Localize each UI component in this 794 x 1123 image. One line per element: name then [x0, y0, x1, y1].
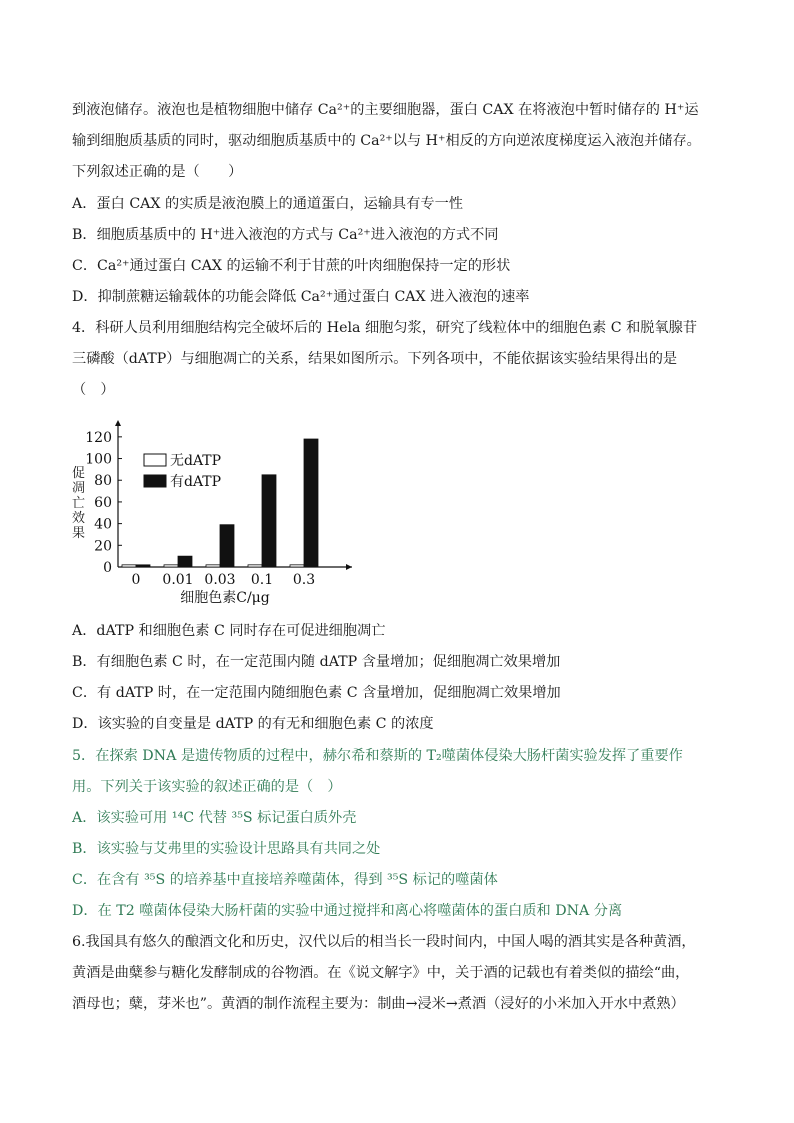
y-tick-label: 60: [94, 494, 112, 511]
y-tick-label: 120: [85, 429, 112, 446]
bar-chart: [70, 418, 370, 608]
x-tick-label: 0.1: [250, 572, 274, 588]
option-a: A．该实验可用 ¹⁴C 代替 ³⁵S 标记蛋白质外壳: [72, 810, 357, 826]
bar-no-datp: [248, 565, 262, 567]
y-tick-label: 0: [103, 560, 112, 576]
option-b: B．有细胞色素 C 时，在一定范围内随 dATP 含量增加；促细胞凋亡效果增加: [72, 654, 561, 670]
x-tick-label: 0.01: [162, 572, 194, 588]
question-stem: 5．在探索 DNA 是遗传物质的过程中，赫尔希和蔡斯的 T₂噬菌体侵染大肠杆菌实验发挥了重要作: [72, 748, 683, 764]
x-axis-arrow: [346, 564, 352, 570]
legend-swatch: [144, 454, 166, 466]
bar-with-datp: [178, 556, 192, 567]
question-stem: 6.我国具有悠久的酿酒文化和历史，汉代以后的相当长一段时间内，中国人喝的酒其实是各种黄酒，: [72, 934, 696, 950]
y-axis-arrow: [115, 420, 121, 426]
question-stem: 4．科研人员利用细胞结构完全破坏后的 Hela 细胞匀浆，研究了线粒体中的细胞色素 C 和脱氧腺苷: [72, 320, 698, 336]
option-d: D．在 T2 噬菌体侵染大肠杆菌的实验中通过搅拌和离心将噬菌体的蛋白质和 DNA 分离: [72, 903, 623, 919]
bar-no-datp: [290, 565, 304, 567]
x-axis-label: 细胞色素C/μg: [180, 590, 270, 606]
x-tick-label: 0: [131, 572, 141, 588]
question-stem: 黄酒是曲糵参与糖化发酵制成的谷物酒。在《说文解字》中，关于酒的记载也有着类似的描绘“曲，: [72, 965, 690, 981]
text-line: 下列叙述正确的是（ ）: [72, 164, 243, 180]
bar-no-datp: [122, 565, 136, 567]
option-d: D．抑制蔗糖运输载体的功能会降低 Ca²⁺通过蛋白 CAX 进入液泡的速率: [72, 289, 530, 305]
option-b: B．该实验与艾弗里的实验设计思路具有共同之处: [72, 841, 381, 857]
option-d: D．该实验的自变量是 dATP 的有无和细胞色素 C 的浓度: [72, 716, 434, 732]
y-tick-label: 80: [94, 473, 112, 490]
option-a: A．dATP 和细胞色素 C 同时存在可促进细胞凋亡: [72, 623, 386, 639]
y-tick-label: 40: [94, 516, 112, 533]
option-b: B．细胞质基质中的 H⁺进入液泡的方式与 Ca²⁺进入液泡的方式不同: [72, 227, 499, 243]
bar-with-datp: [262, 475, 276, 567]
bar-with-datp: [304, 439, 318, 567]
y-tick-label: 20: [94, 538, 112, 555]
bar-no-datp: [164, 565, 178, 567]
question-stem: 三磷酸（dATP）与细胞凋亡的关系，结果如图所示。下列各项中，不能依据该实验结果得出的是: [72, 351, 678, 367]
question-stem: 酒母也；糵，芽米也”。黄酒的制作流程主要为：制曲→浸米→煮酒（浸好的小米加入开水中煮熟）: [72, 996, 685, 1012]
bar-with-datp: [220, 525, 234, 567]
text-line: 到液泡储存。液泡也是植物细胞中储存 Ca²⁺的主要细胞器，蛋白 CAX 在将液泡中暂时储存的 H⁺运: [72, 102, 699, 118]
x-tick-label: 0.3: [292, 572, 316, 588]
question-stem: （ ）: [72, 382, 115, 398]
question-stem: 用。下列关于该实验的叙述正确的是（ ）: [72, 779, 342, 795]
option-a: A．蛋白 CAX 的实质是液泡膜上的通道蛋白，运输具有专一性: [72, 196, 463, 212]
legend-label: 有dATP: [170, 474, 222, 490]
legend-label: 无dATP: [170, 453, 222, 469]
y-tick-label: 100: [85, 451, 112, 468]
x-tick-label: 0.03: [204, 572, 236, 588]
chart-y-label: 促凋亡效果: [72, 466, 86, 541]
bar-no-datp: [206, 565, 220, 567]
option-c: C．有 dATP 时，在一定范围内随细胞色素 C 含量增加，促细胞凋亡效果增加: [72, 685, 561, 701]
text-line: 输到细胞质基质的同时，驱动细胞质基质中的 Ca²⁺以与 H⁺相反的方向逆浓度梯度运入液泡并储存。: [72, 133, 701, 149]
bar-with-datp: [136, 565, 150, 567]
legend-swatch: [144, 475, 166, 487]
option-c: C．在含有 ³⁵S 的培养基中直接培养噬菌体，得到 ³⁵S 标记的噬菌体: [72, 872, 498, 888]
option-c: C．Ca²⁺通过蛋白 CAX 的运输不利于甘蔗的叶肉细胞保持一定的形状: [72, 258, 511, 274]
